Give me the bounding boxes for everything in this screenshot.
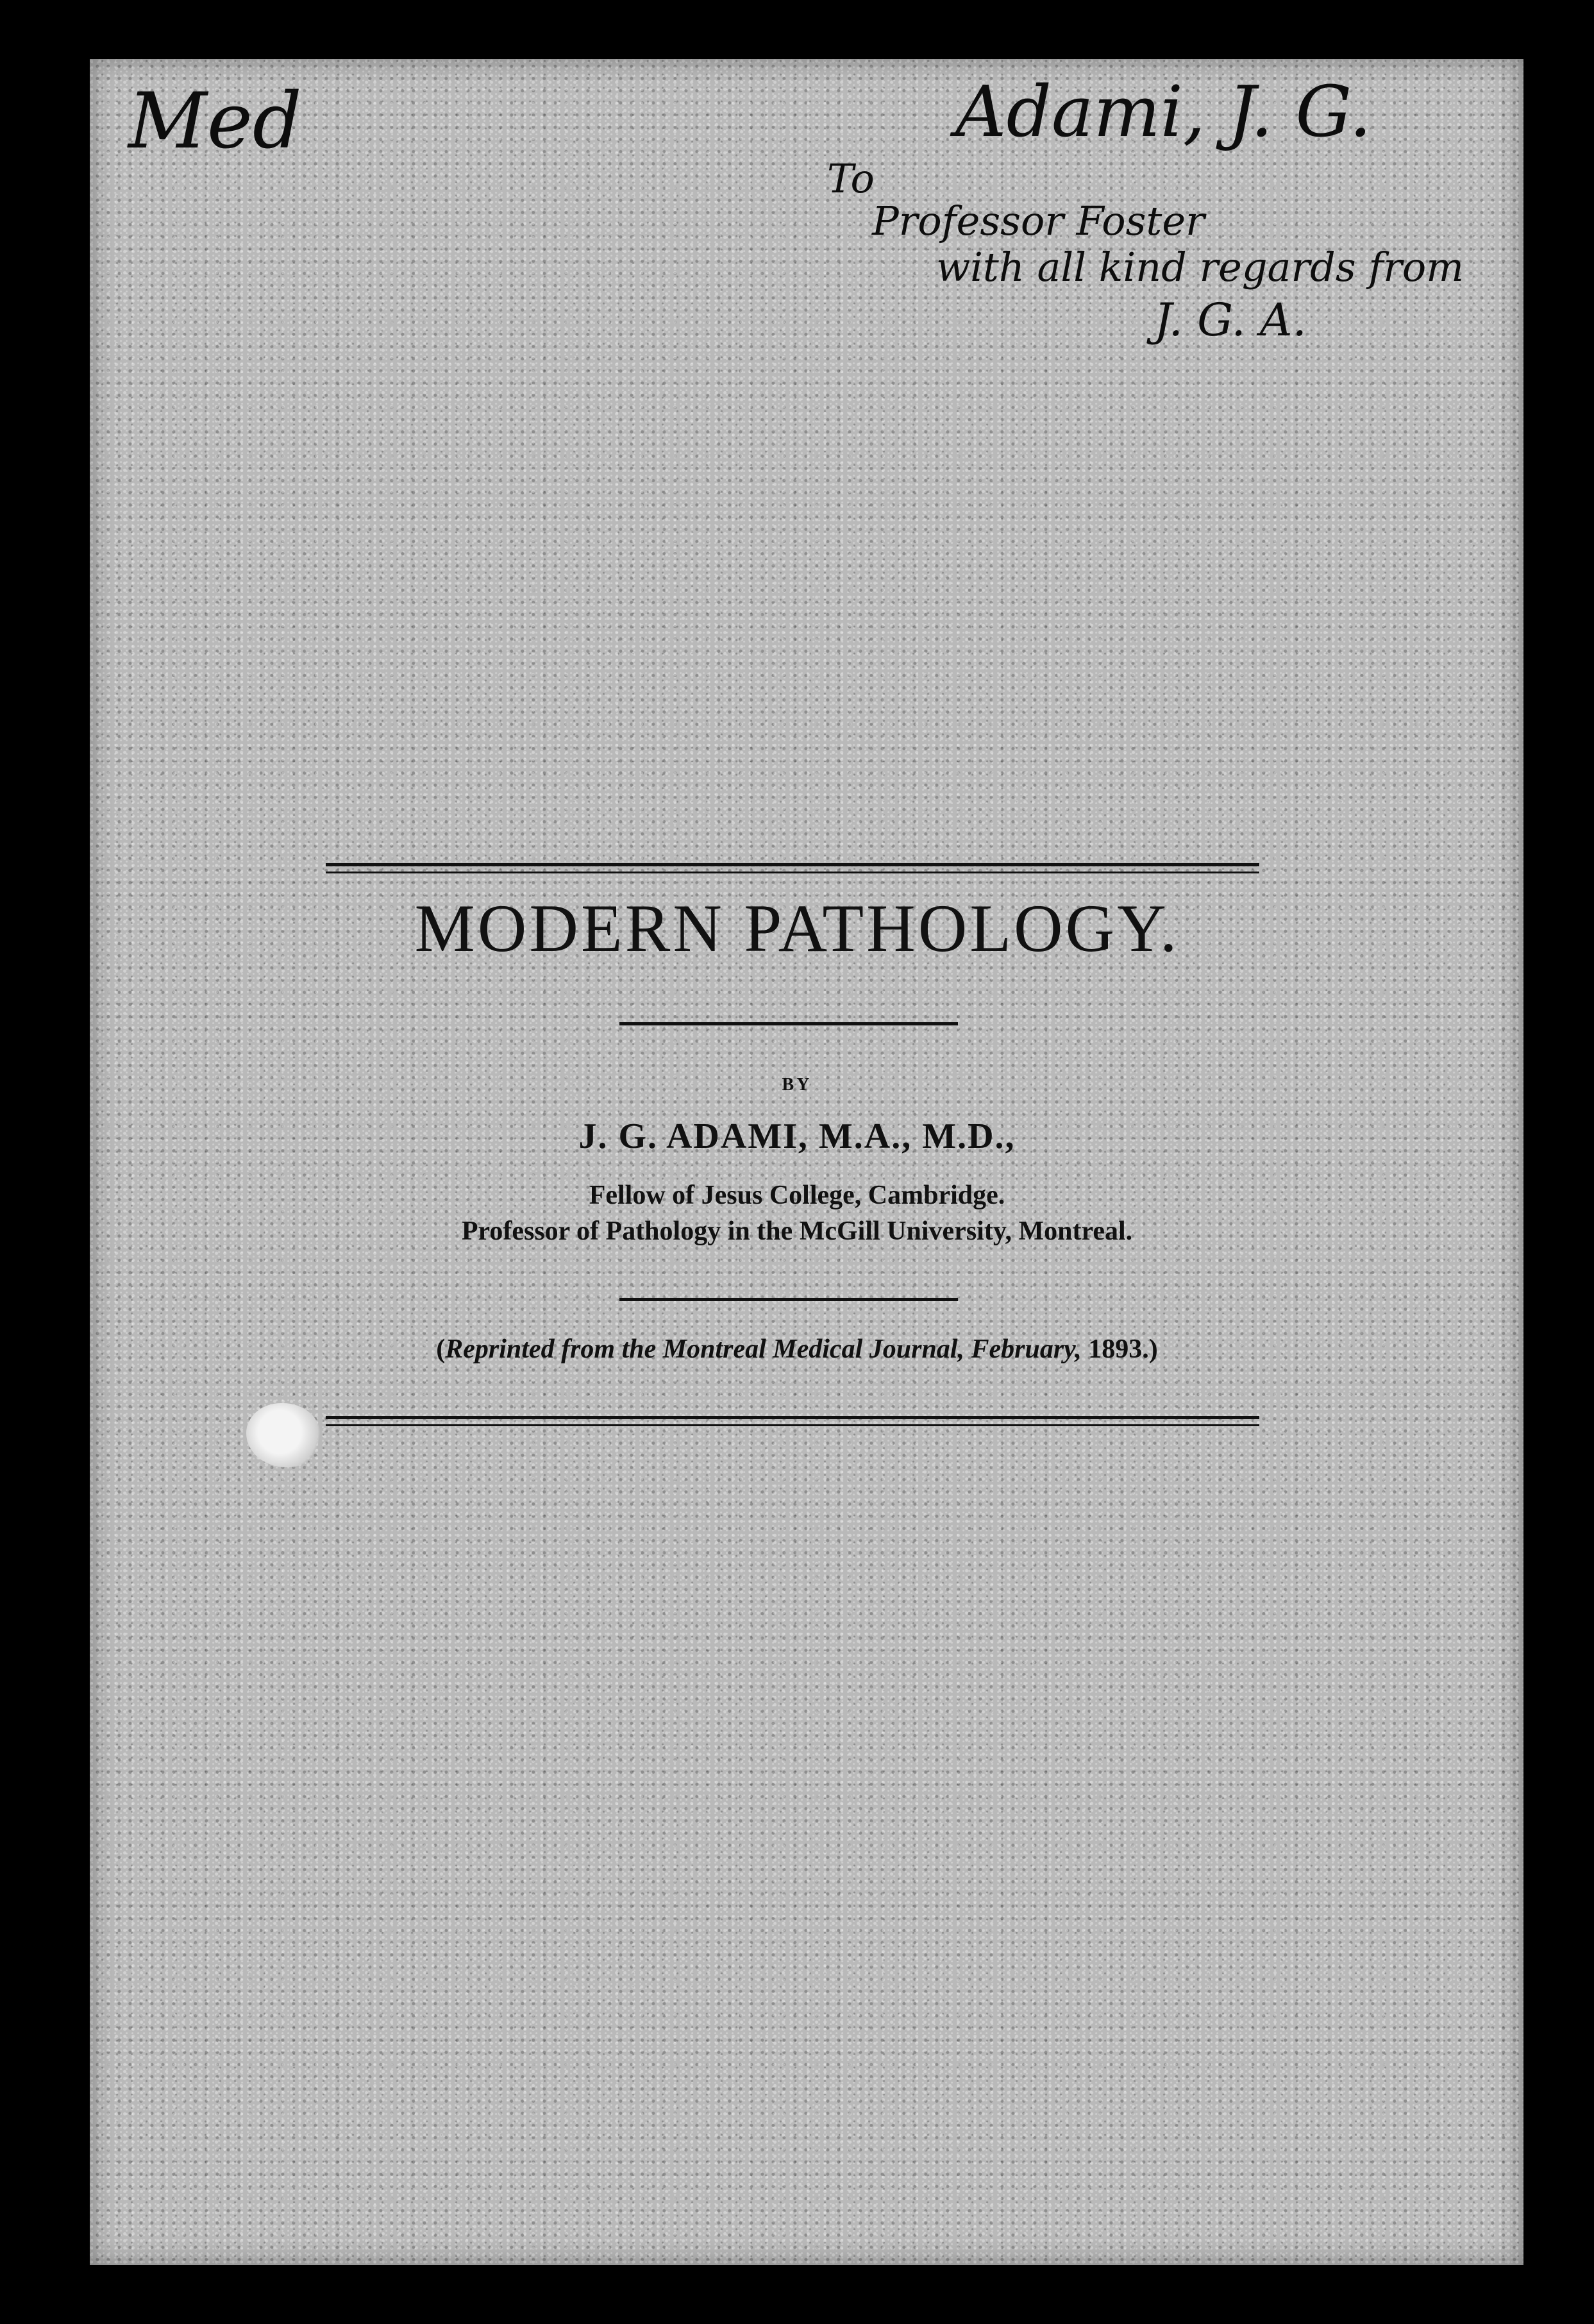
handwritten-shelf-mark: Med: [128, 77, 302, 166]
reprint-note: [0, 1334, 1594, 1365]
reprint-prefix: (: [436, 1335, 446, 1364]
bottom-double-rule: [326, 1416, 1259, 1426]
handwritten-inscription-line: J. G. A.: [1154, 294, 1307, 346]
reprint-source: Reprinted from the Montreal Medical Journal, February,: [445, 1335, 1082, 1364]
reprint-year: 1893.): [1081, 1335, 1158, 1364]
title-page: [90, 59, 1523, 2265]
handwritten-inscription-line: To: [827, 155, 875, 202]
middle-rule: [619, 1298, 958, 1301]
handwritten-author-note: Adami, J. G.: [955, 71, 1372, 153]
title-underline-rule: [619, 1022, 958, 1025]
handwritten-inscription-line: Professor Foster: [872, 198, 1205, 244]
document-title: MODERN PATHOLOGY.: [414, 891, 1180, 966]
by-label: BY: [782, 1075, 812, 1095]
top-double-rule: [326, 863, 1259, 873]
author-name: J. G. ADAMI, M.A., M.D.,: [578, 1116, 1016, 1156]
handwritten-inscription-line: with all kind regards from: [936, 244, 1464, 290]
affiliation-line: Fellow of Jesus College, Cambridge.: [589, 1181, 1005, 1210]
affiliation-line: Professor of Pathology in the McGill University, Montreal.: [461, 1217, 1133, 1246]
